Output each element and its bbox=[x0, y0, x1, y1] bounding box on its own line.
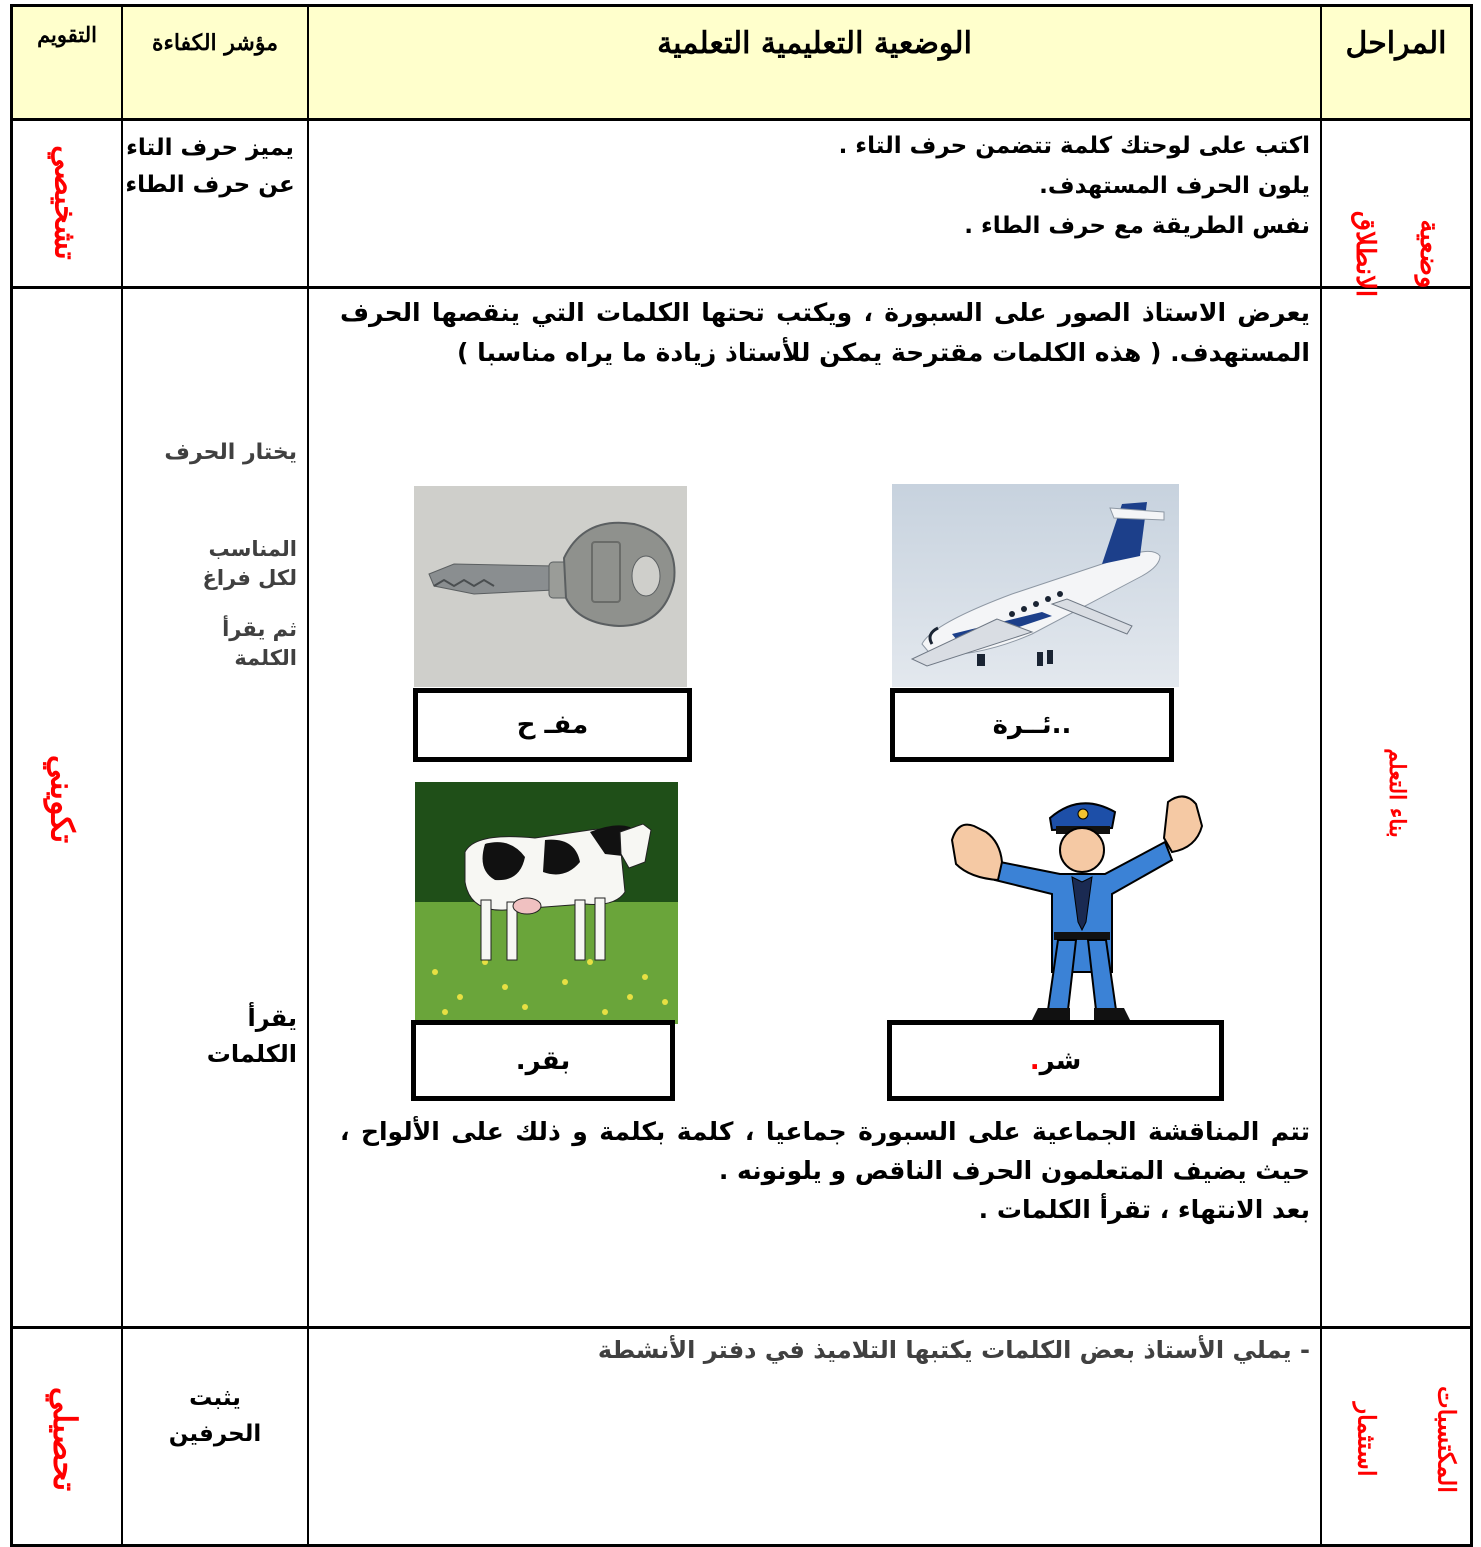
row2-evaluation: تكويني bbox=[43, 754, 82, 844]
row2-indicator-3: ثم يقرأ الكلمة bbox=[222, 617, 297, 670]
key-photo bbox=[414, 486, 687, 687]
row2-indicator-1: يختار الحرف bbox=[164, 440, 297, 465]
table-rule bbox=[10, 1326, 1473, 1329]
row3-text: - يملي الأستاذ بعض الكلمات يكتبها التلاميذ في دفتر الأنشطة bbox=[597, 1336, 1310, 1364]
header-evaluation: التقويم bbox=[37, 22, 97, 47]
row2-indicator-2: المناسب لكل فراغ bbox=[202, 537, 297, 590]
cow-photo bbox=[415, 782, 678, 1024]
table-border-left bbox=[10, 4, 13, 1547]
row2-outro bbox=[340, 1112, 1310, 1229]
word-police-dot: . bbox=[1029, 1045, 1040, 1076]
table-rule bbox=[121, 4, 123, 1547]
table-rule bbox=[1320, 4, 1322, 1547]
row3-stage-1: استثمار bbox=[1352, 1402, 1382, 1477]
header-stages: المراحل bbox=[1345, 26, 1447, 61]
row3-evaluation: تحصيلي bbox=[46, 1386, 84, 1492]
word-box-police bbox=[887, 1020, 1224, 1101]
row2-outro-line: تتم المناقشة الجماعية على السبورة جماعيا ، كلمة بكلمة و ذلك على الألواح ، حيث يضيف المتعلمون الحرف الناقص و يلونونه . bbox=[340, 1117, 1310, 1185]
word-box-plane: ..ئــرة bbox=[890, 688, 1174, 762]
word-police-text: شر bbox=[1039, 1045, 1082, 1076]
row1-situation bbox=[320, 126, 1310, 246]
table-border-top bbox=[10, 4, 1473, 7]
row2-intro: يعرض الاستاذ الصور على السبورة ، ويكتب تحتها الكلمات التي ينقصها الحرف المستهدف. ( هذه الكلمات مقترحة يمكن للأستاذ زيادة ما يراه مناسبا ) bbox=[340, 298, 1310, 367]
row3-stage-2: المكتسبات bbox=[1432, 1386, 1462, 1493]
header-situation: الوضعية التعليمية التعلمية bbox=[657, 26, 972, 61]
word-box-cow: بقر. bbox=[411, 1020, 675, 1101]
row1-evaluation: تشخيصي bbox=[47, 145, 83, 260]
row1-line: اكتب على لوحتك كلمة تتضمن حرف التاء . bbox=[838, 133, 1310, 159]
table-rule bbox=[10, 286, 1473, 289]
table-border-right bbox=[1470, 4, 1473, 1547]
police-clipart bbox=[940, 782, 1222, 1025]
header-indicator: مؤشر الكفاءة bbox=[151, 30, 279, 56]
plane-photo bbox=[892, 484, 1179, 687]
row3-indicator: يثبت الحرفين bbox=[168, 1385, 262, 1447]
row1-line: نفس الطريقة مع حرف الطاء . bbox=[964, 213, 1310, 239]
row1-indicator: يميز حرف التاء عن حرف الطاء bbox=[125, 135, 295, 198]
row2-stage: بناء التعلم bbox=[1384, 748, 1410, 838]
table-rule bbox=[307, 4, 309, 1547]
row1-line: يلون الحرف المستهدف. bbox=[1039, 173, 1310, 199]
table-rule bbox=[10, 118, 1473, 121]
row2-indicator-4: يقرأ الكلمات bbox=[206, 1004, 297, 1068]
word-box-key: مفـ ح bbox=[413, 688, 692, 762]
row1-stage: وضعية الانطلاق bbox=[1350, 210, 1444, 298]
row2-outro-line: بعد الانتهاء ، تقرأ الكلمات . bbox=[978, 1195, 1310, 1224]
